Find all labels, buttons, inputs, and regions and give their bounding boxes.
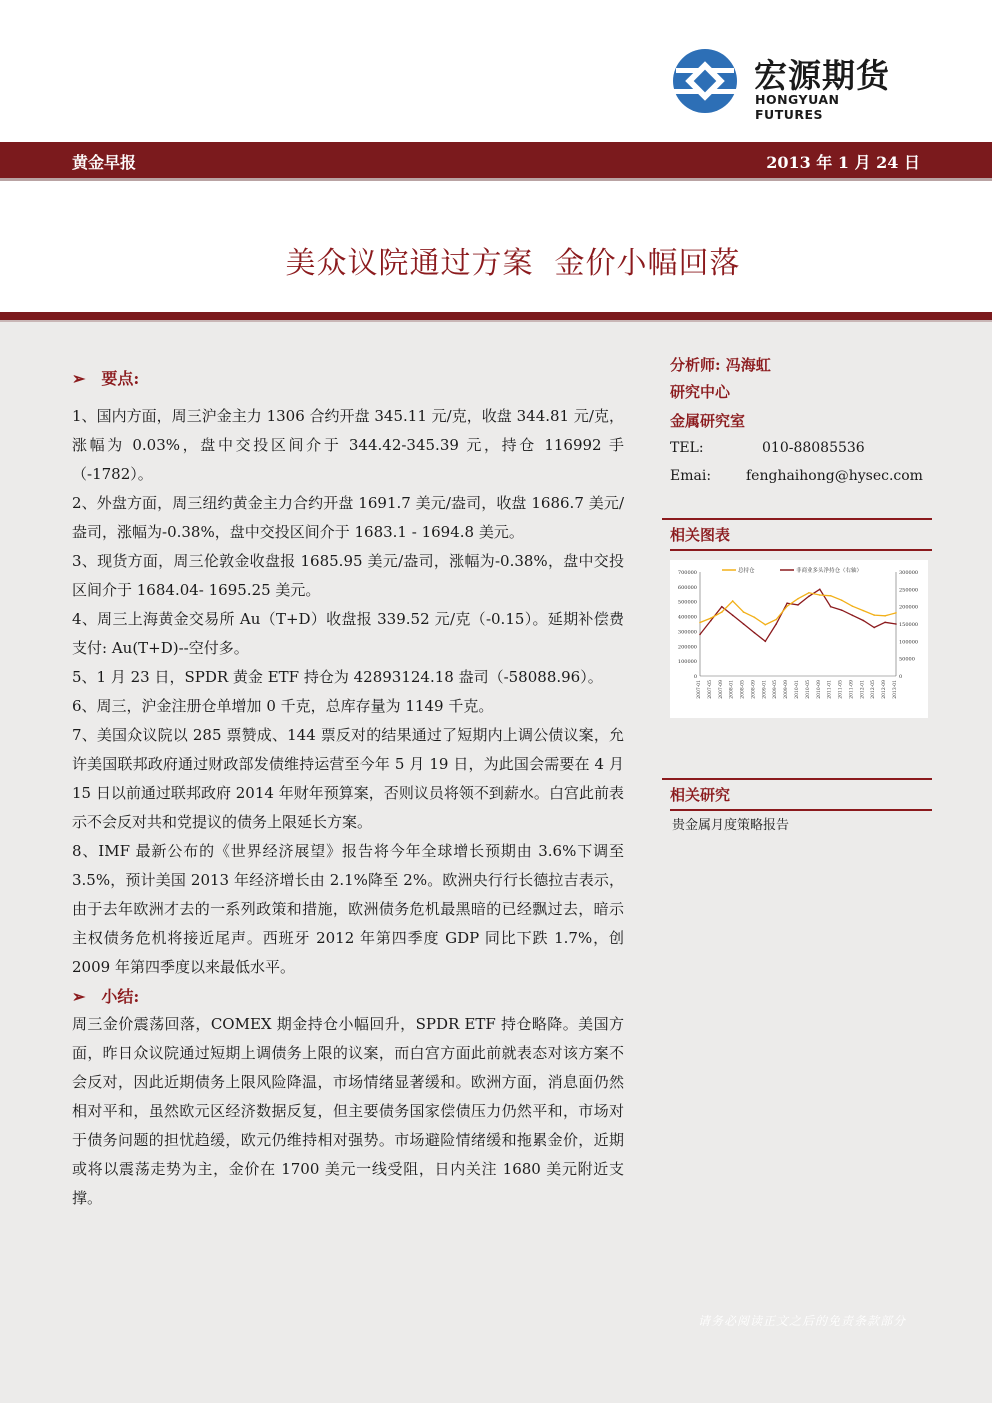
disclaimer-note: 请务必阅读正文之后的免责条款部分 <box>697 1314 906 1328</box>
summary-heading-label: 小结: <box>101 987 140 1006</box>
arrow-bullet-icon: ➢ <box>72 369 86 388</box>
total-oi-point <box>699 622 701 624</box>
y-right-tick-label: 150000 <box>899 622 919 628</box>
legend-label-total-oi: 总持仓 <box>738 568 755 574</box>
analyst-email <box>670 468 923 484</box>
net-long-point <box>786 602 788 604</box>
net-long-point <box>775 623 777 625</box>
key-point-5: 5、1 月 23 日，SPDR 黄金 ETF 持仓为 42893124.18 盎司（-58088.96）。 <box>72 668 603 686</box>
total-oi-point <box>841 599 843 601</box>
total-oi-point <box>895 612 897 614</box>
report-type: 黄金早报 <box>72 153 137 172</box>
net-long-point <box>884 621 886 623</box>
company-logo <box>672 46 912 122</box>
x-tick-label: 2008-01 <box>729 680 735 699</box>
net-long-point <box>743 623 745 625</box>
header-divider <box>0 178 992 181</box>
analyst-tel <box>670 440 865 456</box>
x-tick-label: 2011-01 <box>827 680 833 699</box>
x-tick-label: 2012-09 <box>882 680 888 699</box>
key-point-7: 7、美国众议院以 285 票赞成、144 票反对的结果通过了短期内上调公债议案，允许美国联邦政府通过财政部发债维持运营至今年 5 月 19 日，为此国会需要在 4 月 15 日以前通过联邦政府 2014 年财年预算案，否则议员将领不到薪水。白宫此前表示不会反对共和党提议的债务上限延长方案。 <box>72 726 624 831</box>
y-left-tick-label: 700000 <box>677 570 697 576</box>
total-oi-point <box>863 610 865 612</box>
total-oi-point <box>754 617 756 619</box>
y-right-tick-label: 50000 <box>899 656 915 663</box>
page-title: 美众议院通过方案 金价小幅回落 <box>285 246 741 281</box>
total-oi-point <box>765 624 767 626</box>
total-oi-point <box>721 611 723 613</box>
net-long-point <box>765 641 767 643</box>
legend-label-net-long: 非商业多头净持仓（右轴） <box>796 568 863 574</box>
analyst-name: 分析师: 冯海虹 <box>670 356 771 374</box>
hongyuan-logo-icon <box>672 48 738 114</box>
chart-heading-rule <box>662 518 932 520</box>
total-oi-point <box>797 598 799 600</box>
net-long-point <box>852 615 854 617</box>
total-oi-point <box>710 617 712 619</box>
net-long-point <box>830 606 832 608</box>
x-tick-label: 2011-05 <box>838 680 844 699</box>
related-research-heading: 相关研究 <box>670 784 932 811</box>
total-oi-point <box>775 619 777 621</box>
total-oi-point <box>830 595 832 597</box>
y-right-tick-label: 0 <box>899 674 903 680</box>
total-oi-point <box>852 605 854 607</box>
holdings-line-chart <box>670 560 928 718</box>
tel-value: 010-88085536 <box>762 440 865 456</box>
y-right-tick-label: 300000 <box>899 570 919 576</box>
y-left-tick-label: 600000 <box>677 584 697 591</box>
y-right-tick-label: 250000 <box>899 587 919 594</box>
net-long-point <box>710 620 712 622</box>
x-tick-label: 2009-09 <box>784 680 790 699</box>
key-point-2: 2、外盘方面，周三纽约黄金主力合约开盘 1691.7 美元/盎司，收盘 1686.7 美元/盎司，涨幅为-0.38%，盘中交投区间介于 1683.1 - 1694.8 美元。 <box>72 494 624 541</box>
net-long-point <box>797 604 799 606</box>
y-left-tick-label: 400000 <box>677 614 697 621</box>
research-center: 研究中心 <box>670 383 731 401</box>
x-tick-label: 2010-09 <box>816 680 822 699</box>
net-long-point <box>754 632 756 634</box>
key-point-8: 8、IMF 最新公布的《世界经济展望》报告将今年全球增长预期由 3.6%下调至 3.5%，预计美国 2013 年经济增长由 2.1%降至 2%。欧洲央行行长德拉吉表示，由于去年欧洲才去的一系列政策和措施，欧洲债务危机最黑暗的已经飘过去，暗示主权债务危机将接近尾声。西班牙 2012 年第四季度 GDP 同比下跌 1.7%，创 2009 年第四季度以来最低水平。 <box>72 842 624 976</box>
x-tick-label: 2013-01 <box>893 680 898 699</box>
x-tick-label: 2008-09 <box>751 680 757 699</box>
x-tick-label: 2010-05 <box>805 680 811 699</box>
y-right-tick-label: 200000 <box>899 604 919 611</box>
y-left-tick-label: 100000 <box>677 659 697 666</box>
net-long-point <box>873 627 875 629</box>
y-left-tick-label: 300000 <box>677 629 697 636</box>
total-oi-point <box>819 594 821 596</box>
net-long-point <box>721 606 723 608</box>
total-oi-point <box>884 615 886 617</box>
y-right-tick-label: 100000 <box>899 639 919 646</box>
net-long-series-line <box>700 589 896 641</box>
net-long-point <box>808 595 810 597</box>
related-chart-heading: 相关图表 <box>670 524 932 551</box>
summary-text: 周三金价震荡回落，COMEX 期金持仓小幅回升，SPDR ETF 持仓略降。美国方面，昨日众议院通过短期上调债务上限的议案，而白宫方面此前就表态对该方案不会反对，因此近期债务上限风险降温，市场情绪显著缓和。欧洲方面，消息面仍然相对平和，虽然欧元区经济数据反复，但主要债务国家偿债压力仍然平和，市场对于债务问题的担忧趋缓，欧元仍维持相对强势。市场避险情绪缓和拖累金价，近期或将以震荡走势为主，金价在 1700 美元一线受阻，日内关注 1680 美元附近支撑。 <box>72 1015 624 1207</box>
total-oi-point <box>873 614 875 616</box>
chart-container <box>670 560 928 718</box>
logo-english-name: HONGYUAN FUTURES <box>755 92 840 122</box>
total-oi-series-line <box>700 593 896 625</box>
y-left-tick-label: 0 <box>693 674 697 680</box>
summary-heading <box>72 984 139 1007</box>
title-bar <box>0 312 992 320</box>
x-tick-label: 2009-05 <box>773 680 779 699</box>
tel-label: TEL: <box>670 440 704 456</box>
x-tick-label: 2012-05 <box>871 680 877 699</box>
net-long-point <box>819 589 821 591</box>
related-research-item[interactable]: 贵金属月度策略报告 <box>672 818 790 833</box>
key-points-heading <box>72 366 139 389</box>
report-date: 2013 年 1 月 24 日 <box>766 153 920 172</box>
net-long-point <box>863 620 865 622</box>
x-tick-label: 2007-01 <box>697 680 702 699</box>
net-long-point <box>895 623 897 625</box>
net-long-point <box>699 634 701 636</box>
total-oi-point <box>808 592 810 594</box>
arrow-bullet-icon: ➢ <box>72 987 86 1006</box>
x-tick-label: 2007-05 <box>707 680 713 699</box>
key-point-1: 1、国内方面，周三沪金主力 1306 合约开盘 345.11 元/克，收盘 344.81 元/克，涨幅为 0.03%，盘中交投区间介于 344.42-345.39 元，持仓 116992 手（-1782）。 <box>72 407 624 483</box>
x-tick-label: 2008-05 <box>740 680 746 699</box>
x-tick-label: 2009-01 <box>762 680 768 699</box>
email-value[interactable]: fenghaihong@hysec.com <box>746 468 923 484</box>
research-heading-rule <box>662 778 932 780</box>
net-long-point <box>732 615 734 617</box>
x-tick-label: 2011-09 <box>849 680 855 699</box>
x-tick-label: 2007-09 <box>718 680 724 699</box>
key-point-4: 4、周三上海黄金交易所 Au（T+D）收盘报 339.52 元/克（-0.15）。延期补偿费支付: Au(T+D)--空付多。 <box>72 610 624 657</box>
logo-chinese-name: 宏源期货 <box>754 56 890 95</box>
y-left-tick-label: 200000 <box>677 644 697 651</box>
net-long-point <box>841 609 843 611</box>
x-tick-label: 2012-01 <box>860 680 866 699</box>
x-tick-label: 2010-01 <box>795 680 800 699</box>
email-label: Emai: <box>670 468 712 484</box>
key-points-heading-label: 要点: <box>101 369 140 388</box>
key-point-3: 3、现货方面，周三伦敦金收盘报 1685.95 美元/盎司，涨幅为-0.38%，盘中交投区间介于 1684.04- 1695.25 美元。 <box>72 552 624 599</box>
total-oi-point <box>743 611 745 613</box>
metals-research-dept: 金属研究室 <box>670 412 746 430</box>
total-oi-point <box>732 600 734 602</box>
total-oi-point <box>786 605 788 607</box>
y-left-tick-label: 500000 <box>677 599 697 606</box>
key-point-6: 6、周三，沪金注册仓单增加 0 千克，总库存量为 1149 千克。 <box>72 697 494 715</box>
